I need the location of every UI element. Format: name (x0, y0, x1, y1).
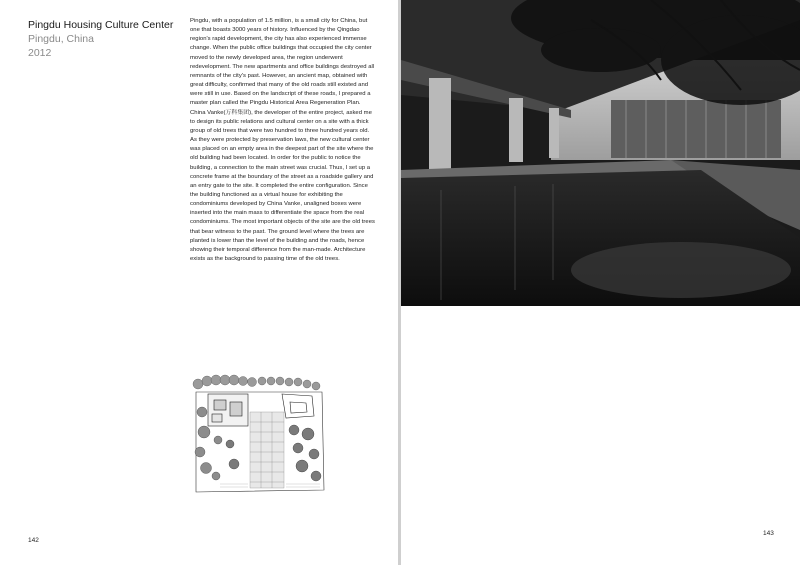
page-number-left: 142 (28, 537, 39, 544)
project-location: Pingdu, China (28, 33, 94, 45)
courtyard-photograph (401, 0, 800, 306)
project-description: Pingdu, with a population of 1.5 million, is a small city for China, but one that boasts 3000 years of history. Influenced by the Qingdao region's rapid development, the city has also experienced immense change. When the public office buildings that occupied the city center moved to the newly developed area, the region underwent redevelopment. The new apartments and office buildings destroyed all remnants of the city's past. However, an ancient map, obtained with great difficulty, confirmed that many of the old roads still existed and were still in use. Based on the landscript of these roads, I prepared a master plan called the Pingdu Historical Area Regeneration Plan. China Vanke(万科集团), the developer of the entire project, asked me to design its public relations and cultural center on a site with a thick group of old trees that were two hundred to three hundred years old. As they were protected by preservation laws, the new cultural center was placed on an empty area in the deepest part of the site where the old building had been located. In order for the public to notice the building, a connection to the main street was crucial. Thus, I set up a concrete frame at the boundary of the street as a roadside gallery and an entry gate to the site. It completed the entire configuration. Since the building functioned as a virtual house for exhibiting the condominiums developed by China Vanke, unaligned boxes were inserted into the main mass to differentiate the space from the real condominiums. The most important objects of the site are the old trees that bear witness to the past. The ground level where the trees are planted is lower than the level of the building and the roads, hence showing their temporal difference from the man-made. Architecture exists as the background to passing time of the old trees. (190, 18, 375, 263)
left-page (0, 0, 398, 565)
page-number-right: 143 (763, 530, 774, 537)
project-header (28, 18, 178, 60)
site-plan-drawing (190, 372, 330, 502)
right-page (401, 0, 800, 565)
project-title: Pingdu Housing Culture Center (28, 19, 174, 31)
project-year: 2012 (28, 47, 52, 59)
